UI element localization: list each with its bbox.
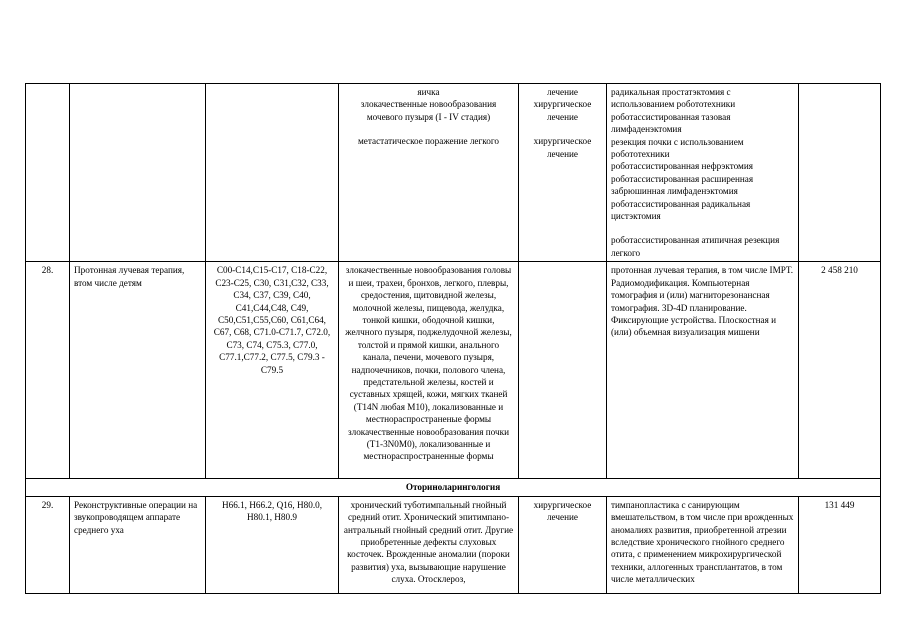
treatment-line: лечение [546,87,579,97]
treatment-type-cell [519,84,607,262]
method-line: роботассистированная радикальная цистэктомия [611,198,751,222]
medical-care-table [25,83,881,594]
method-line: радикальная простатэктомия с использованием робототехники [611,87,736,110]
spacer [523,123,602,135]
spacer [611,222,794,234]
treatment-method-cell: протонная лучевая терапия, в том числе IMPT. Радиомодификация. Компьютерная томография и (или) магниторезонансная томография. 3D-4D планирование. Фиксирующие устройства. Плоскостная и (или) объемная визуализация мишени [607,262,799,479]
care-type-cell: Протонная лучевая терапия, втом числе детям [70,262,206,479]
section-header-row [26,479,881,496]
icd-codes-cell: C00-C14,C15-C17, C18-C22, C23-C25, C30, C31,C32, C33, C34, C37, C39, C40, C41,C44,C48, C49, C50,C51,C55,C60, C61,C64, C67, C68, C71.0-C71.7, C72.0, C73, C74, C75.3, C77.0, C77.1,C77.2, C77.5, C79.3 - C79.5 [206,262,339,479]
care-type-cell: Реконструктивные операции на звукопроводящем аппарате среднего уха [70,496,206,593]
row-number-cell [26,84,70,262]
diagnosis-line: яичка [417,87,440,97]
table-row-29 [26,496,881,593]
row-number-cell: 29. [26,496,70,593]
care-type-cell [70,84,206,262]
treatment-type-cell [519,262,607,479]
table-row-28 [26,262,881,479]
method-line: роботассистированная атипичная резекция легкого [611,235,780,258]
table-row-continuation [26,84,881,262]
cost-cell [799,84,881,262]
section-title: Оториноларингология [26,479,881,496]
treatment-method-cell: тимпанопластика с санирующим вмешательством, в том числе при врожденных аномалиях развития, приобретенной атрезии вследствие хронического гнойного среднего отита, с применением микрохирургической техники, аллогенных трансплантатов, в том числе металлических [607,496,799,593]
cost-cell: 131 449 [799,496,881,593]
method-line: роботассистированная нефрэктомия [611,161,753,172]
method-line: роботассистированная расширенная забрюшинная лимфаденэктомия [611,173,754,197]
icd-codes-cell [206,84,339,262]
icd-codes-cell: H66.1, H66.2, Q16, H80.0, H80.1, H80.9 [206,496,339,593]
diagnosis-line: злокачественные новообразования мочевого пузыря (I - IV стадия) [360,99,497,122]
method-line: резекция почки с использованием робототехники [611,136,744,160]
diagnosis-cell: хронический туботимпальный гнойный средний отит. Хронический эпитимпано-антральный гнойный средний отит. Другие приобретенные дефекты слуховых косточек. Врожденные аномалии (пороки развития) уха, вызывающие нарушение слуха. Отосклероз, [339,496,519,593]
treatment-line: хирургическое лечение [533,136,592,159]
treatment-type-cell: хирургическое лечение [519,496,607,593]
diagnosis-cell [339,84,519,262]
spacer [343,123,514,135]
diagnosis-cell: злокачественные новообразования головы и шеи, трахеи, бронхов, легкого, плевры, средостения, щитовидной железы, молочной железы, пищевода, желудка, тонкой кишки, ободочной кишки, желчного пузыря, поджелудочной железы, толстой и прямой кишки, анального канала, печени, мочевого пузыря, надпочечников, почки, полового члена, предстательной железы, костей и суставных хрящей, кожи, мягких тканей (T14N любая M10), локализованные и местнораспространеные формы злокачественные новообразования почки (T1-3N0M0), локализованные и местнораспространенные формы [339,262,519,479]
treatment-method-cell [607,84,799,262]
cost-cell: 2 458 210 [799,262,881,479]
method-line: роботассистированная тазовая лимфаденэктомия [611,111,731,135]
row-number-cell: 28. [26,262,70,479]
diagnosis-line: метастатическое поражение легкого [357,136,499,147]
treatment-line: хирургическое лечение [533,99,592,122]
